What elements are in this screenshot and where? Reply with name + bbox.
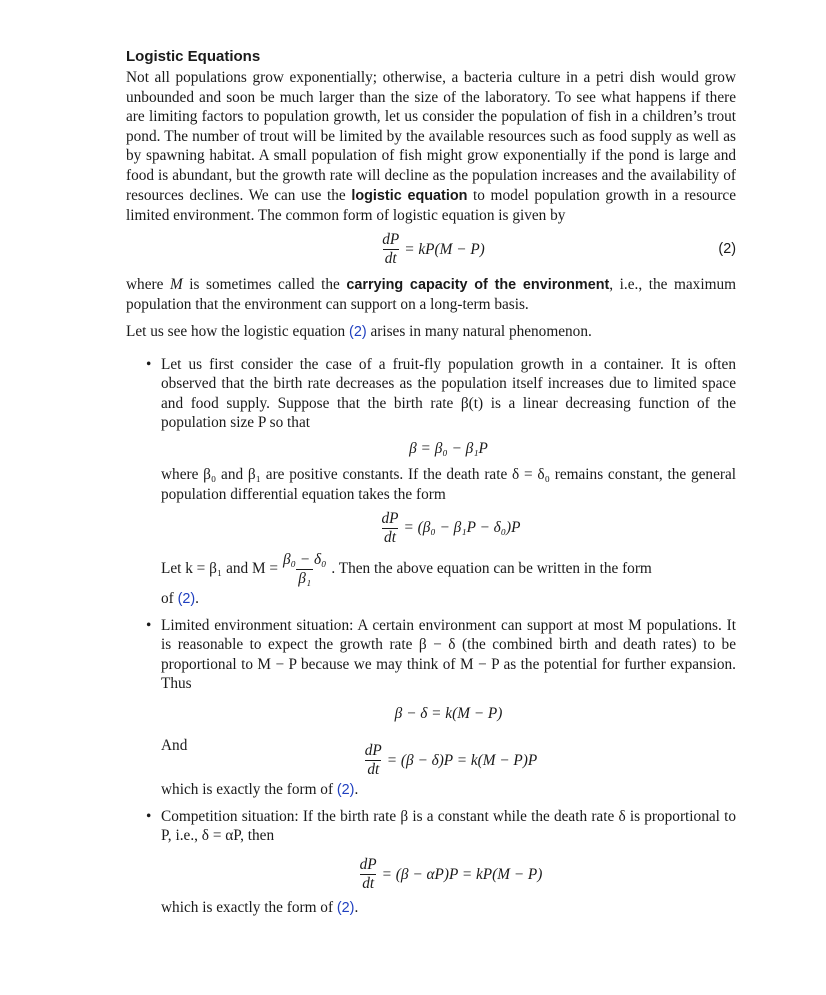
carrying-capacity-term: carrying capacity of the environment xyxy=(346,276,610,293)
equation-ref-link[interactable]: (2) xyxy=(336,899,355,916)
bullet3-eq-denominator: dt xyxy=(362,875,375,893)
equation-2-number: (2) xyxy=(718,240,736,257)
bullet1-eq2-numerator: dP xyxy=(381,509,399,527)
equation-2-rhs: = kP(M − P) xyxy=(404,240,485,258)
bullet1-let-line xyxy=(161,549,736,589)
bullet2-eq2-denominator: dt xyxy=(367,761,380,779)
bullet1-equation-2 xyxy=(161,507,736,549)
carrying-text-1: where xyxy=(126,275,164,293)
bullet1-eq2-rhs: = (β₀ − β₁P − δ₀)P xyxy=(403,519,521,537)
equation-ref-link[interactable]: (2) xyxy=(349,323,367,340)
bullet2-and: And xyxy=(161,737,188,755)
bullet1-let-text: Let k = β₁ and M = xyxy=(161,560,279,578)
bullet2-eq2-fraction xyxy=(363,742,384,779)
carrying-var-m: M xyxy=(169,275,183,293)
logistic-equation-term: logistic equation xyxy=(351,187,468,204)
carrying-capacity-paragraph xyxy=(126,275,736,315)
equation-2-numerator: dP xyxy=(382,231,400,249)
intro-text-2: to model population growth in a resource limited environment. The common form of logistic equation is given by xyxy=(126,186,737,225)
carrying-text-3: , i.e., the maximum population that the environment can support on a long-term basis. xyxy=(126,275,737,314)
bullet1-let-fraction xyxy=(281,551,328,588)
equation-2 xyxy=(126,228,736,272)
bullet3-closing xyxy=(161,898,736,919)
bullet3-eq-rhs: = (β − αP)P = kP(M − P) xyxy=(381,866,543,884)
cases-list xyxy=(126,355,736,919)
bullet-glyph: • xyxy=(146,355,152,373)
list-item-competition xyxy=(126,807,736,919)
bullet3-eq-numerator: dP xyxy=(359,856,377,874)
equation-ref-link[interactable]: (2) xyxy=(336,782,355,799)
section-heading: Logistic Equations xyxy=(126,48,261,65)
bullet1-eq2-fraction xyxy=(380,510,401,547)
intro-text-1: Not all populations grow exponentially; otherwise, a bacteria culture in a petri dish would grow unbounded and soon be much larger than the size of the laboratory. To see what happens if there are limiting factors to population growth, let us consider the population of fish in a children’s trout pond. The number of trout will be limited by the available resources such as food supply as well as by spawning habitat. A small population of fish might grow exponentially if the pond is large and food is abundant, but the growth rate will decline as the population increases and the availability of resources declines. We can use the xyxy=(126,69,736,204)
bullet2-period: . xyxy=(354,781,359,799)
bullet3-eq-fraction xyxy=(358,856,379,893)
lead-paragraph xyxy=(126,322,736,343)
list-item-limited-environment xyxy=(126,616,736,801)
bullet3-closing-text: which is exactly the form of xyxy=(161,898,334,916)
bullet-glyph: • xyxy=(146,616,152,634)
bullet1-let-denominator: β₁ xyxy=(298,569,312,587)
lead-text-1: Let us see how the logistic equation xyxy=(126,322,346,340)
bullet3-period: . xyxy=(354,898,359,916)
carrying-text-2: is sometimes called the xyxy=(189,275,340,293)
equation-2-denominator: dt xyxy=(384,250,397,268)
bullet1-text-2: where β₀ and β₁ are positive constants. If the death rate δ = δ₀ remains constant, the general population differential equation takes the form xyxy=(161,465,736,503)
bullet2-and-line xyxy=(161,734,736,780)
bullet1-let-numerator: β₀ − δ₀ xyxy=(283,550,327,568)
bullet-glyph: • xyxy=(146,807,152,825)
bullet2-closing xyxy=(161,780,736,801)
bullet2-closing-text: which is exactly the form of xyxy=(161,781,334,799)
intro-paragraph xyxy=(126,68,736,226)
lead-text-2: arises in many natural phenomenon. xyxy=(370,322,592,340)
bullet1-let-after: . Then the above equation can be written in the form xyxy=(331,560,652,578)
bullet1-closing xyxy=(161,589,736,610)
bullet2-eq2-numerator: dP xyxy=(364,742,382,760)
paper-page xyxy=(126,46,736,918)
equation-ref-link[interactable]: (2) xyxy=(177,591,196,608)
bullet2-eq2-rhs: = (β − δ)P = k(M − P)P xyxy=(386,751,538,769)
bullet1-equation-1: β = β₀ − β₁P xyxy=(409,440,488,458)
bullet2-equation-2 xyxy=(161,742,736,779)
bullet3-text-1: Competition situation: If the birth rate β is a constant while the death rate δ is proportional to P, i.e., δ = αP, then xyxy=(161,807,736,845)
bullet1-period: . xyxy=(195,590,199,608)
bullet2-text-1: Limited environment situation: A certain environment can support at most M populations. It is reasonable to expect the growth rate β − δ (the combined birth and death rates) to be proportional to M − P because we may think of M − P as the potential for further expansion. Thus xyxy=(161,616,736,693)
list-item-fruit-fly xyxy=(126,355,736,610)
equation-2-fraction xyxy=(380,231,401,268)
bullet1-of-text: of xyxy=(161,590,174,608)
bullet1-eq2-denominator: dt xyxy=(384,528,396,546)
bullet3-equation xyxy=(161,852,736,898)
bullet2-equation-1: β − δ = k(M − P) xyxy=(394,705,503,723)
bullet1-text-1: Let us first consider the case of a fruit-fly population growth in a container. It is often observed that the birth rate decreases as the population itself increases due to limited space and food supply. Suppose that the birth rate β(t) is a linear decreasing function of the population size P so that xyxy=(161,355,736,432)
